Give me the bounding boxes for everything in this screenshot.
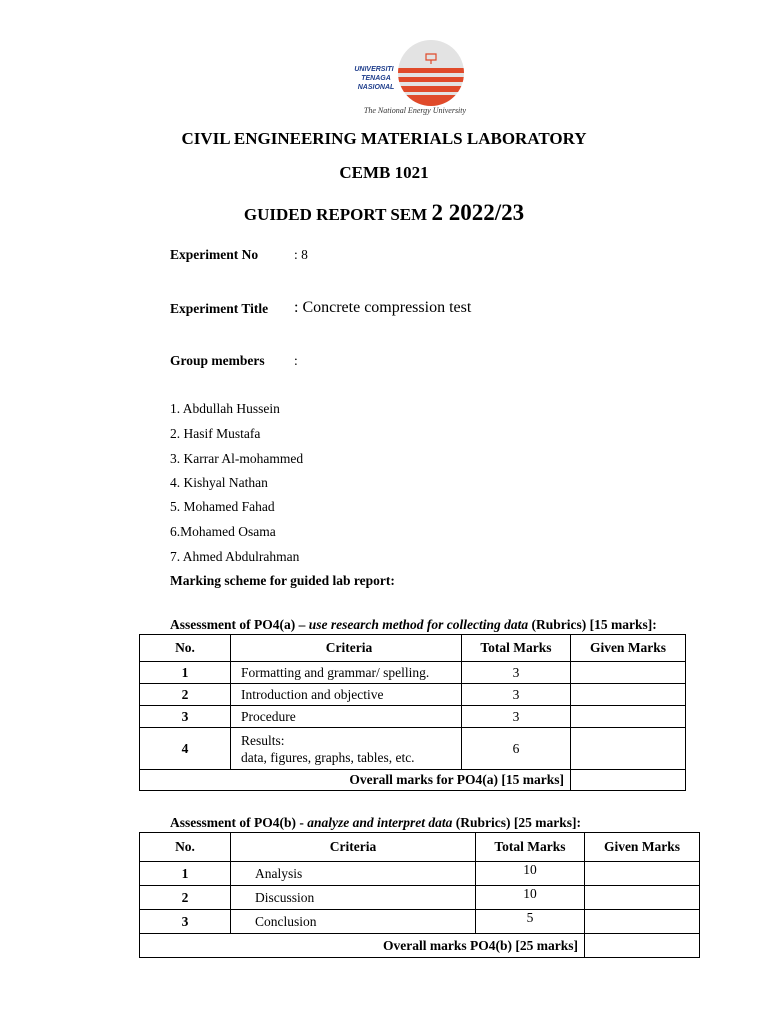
lab-title: CIVIL ENGINEERING MATERIALS LABORATORY [181,129,587,148]
table-row [140,910,700,934]
overall-row [140,770,686,791]
col-total-marks: Total Marks [462,635,571,662]
row-no: 1 [140,662,231,684]
experiment-title-value: : Concrete compression test [294,299,472,316]
col-no: No. [140,833,231,862]
row-total: 6 [462,728,571,770]
report-title [0,200,768,226]
table2-caption-italic: analyze and interpret data [307,815,453,830]
overall-label: Overall marks for PO4(a) [15 marks] [140,770,571,791]
row-total: 3 [462,706,571,728]
logo-tagline: The National Energy University [363,106,467,115]
given-marks-cell[interactable] [571,662,686,684]
col-criteria: Criteria [231,833,476,862]
table2-caption-suffix: (Rubrics) [25 marks]: [452,815,581,830]
row-criteria-line-1: Results: [241,732,285,748]
logo-text-line-2: TENAGA [361,75,391,82]
row-criteria: Analysis [231,862,476,886]
experiment-no-value: : 8 [294,247,308,262]
given-marks-cell[interactable] [585,862,700,886]
po4a-table [139,634,686,791]
col-criteria: Criteria [231,635,462,662]
table1-caption-italic: use research method for collecting data [308,617,529,632]
table2-caption-prefix: Assessment of PO4(b) - [170,815,308,830]
row-no: 1 [140,862,231,886]
experiment-title-label: Experiment Title [170,301,269,316]
overall-label: Overall marks PO4(b) [25 marks] [140,934,585,958]
table-row [140,662,686,684]
table1-caption-prefix: Assessment of PO4(a) – [170,617,309,632]
row-total: 5 [476,910,585,934]
given-marks-cell[interactable] [571,706,686,728]
given-marks-cell[interactable] [571,728,686,770]
table-header-row [140,833,700,862]
row-criteria: Introduction and objective [231,684,462,706]
row-criteria: Procedure [231,706,462,728]
table-header-row [140,635,686,662]
row-no: 2 [140,684,231,706]
group-members-label: Group members [170,353,265,368]
report-title-suffix: 2 2022/23 [431,200,525,225]
row-no: 3 [140,706,231,728]
row-criteria: Conclusion [231,910,476,934]
row-criteria-line-2: data, figures, graphs, tables, etc. [241,749,415,765]
table-row [140,728,686,770]
member-2: 2. Hasif Mustafa [170,426,261,441]
report-title-prefix: GUIDED REPORT SEM [243,205,428,224]
course-code: CEMB 1021 [339,163,429,182]
row-total: 3 [462,684,571,706]
overall-row [140,934,700,958]
given-marks-cell[interactable] [571,684,686,706]
col-no: No. [140,635,231,662]
col-total-marks: Total Marks [476,833,585,862]
experiment-no-label: Experiment No [170,247,259,262]
table2-caption [170,815,581,831]
row-total: 10 [476,886,585,910]
given-marks-cell[interactable] [585,886,700,910]
logo-text-line-3: NASIONAL [357,84,395,91]
member-3: 3. Karrar Al-mohammed [170,451,304,466]
overall-given-cell[interactable] [585,934,700,958]
col-given-marks: Given Marks [585,833,700,862]
table-row [140,706,686,728]
table-row [140,886,700,910]
table1-caption-suffix: (Rubrics) [15 marks]: [528,617,657,632]
table-row [140,684,686,706]
row-criteria: Discussion [231,886,476,910]
row-total: 10 [476,862,585,886]
row-criteria [231,728,462,770]
overall-given-cell[interactable] [571,770,686,791]
member-5: 5. Mohamed Fahad [170,499,275,514]
row-criteria: Formatting and grammar/ spelling. [231,662,462,684]
logo-text-line-1: UNIVERSITI [354,66,394,73]
row-no: 3 [140,910,231,934]
member-7: 7. Ahmed Abdulrahman [170,549,300,564]
row-total: 3 [462,662,571,684]
row-no: 4 [140,728,231,770]
member-6: 6.Mohamed Osama [170,524,276,539]
po4b-table [139,832,700,958]
given-marks-cell[interactable] [585,910,700,934]
group-members-value: : [294,353,298,368]
table1-caption [170,617,657,633]
member-4: 4. Kishyal Nathan [170,475,268,490]
marking-scheme-heading: Marking scheme for guided lab report: [170,573,395,588]
table-row [140,862,700,886]
member-1: 1. Abdullah Hussein [170,401,280,416]
col-given-marks: Given Marks [571,635,686,662]
row-no: 2 [140,886,231,910]
